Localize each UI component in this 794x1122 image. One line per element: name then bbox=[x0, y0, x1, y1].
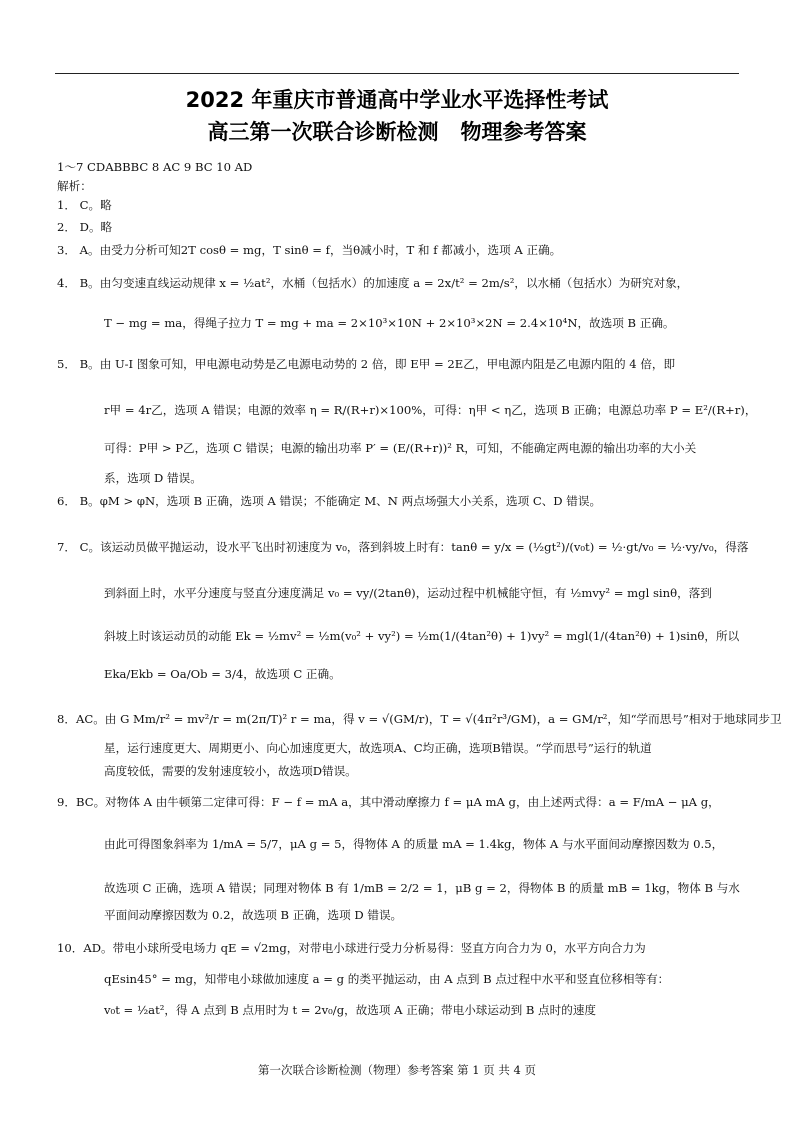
answer-line: 1． C。略 bbox=[57, 198, 112, 212]
subtitle-part-2: 物理参考答案 bbox=[460, 120, 587, 144]
answer-line: qEsin45° = mg，知带电小球做加速度 a = g 的类平抛运动，由 A 点到 B 点过程中水平和竖直位移相等有： bbox=[104, 972, 670, 986]
answer-line: 由此可得图象斜率为 1/mA = 5/7，μA g = 5，得物体 A 的质量 mA = 1.4kg，物体 A 与水平面间动摩擦因数为 0.5， bbox=[104, 837, 724, 851]
answer-line: r甲 = 4r乙，选项 A 错误；电源的效率 η = R/(R+r)×100%，可得：η甲 < η乙，选项 B 正确；电源总功率 P = E²/(R+r)， bbox=[104, 403, 757, 417]
subtitle-part-1: 高三第一次联合诊断检测 bbox=[207, 120, 439, 144]
answer-line: 6． B。φM > φN，选项 B 正确，选项 A 错误；不能确定 M、N 两点场强大小关系，选项 C、D 错误。 bbox=[57, 494, 602, 508]
top-rule bbox=[55, 73, 739, 74]
analysis-label: 解析： bbox=[57, 179, 92, 193]
answer-line: 10．AD。带电小球所受电场力 qE = √2mg，对带电小球进行受力分析易得：竖直方向合力为 0，水平方向合力为 bbox=[57, 941, 646, 955]
answer-line: 斜坡上时该运动员的动能 Ek = ½mv² = ½m(v₀² + vy²) = ½m(1/(4tan²θ) + 1)vy² = mgl(1/(4tan²θ) + 1)sinθ，所以 bbox=[104, 629, 740, 643]
answer-line: 4． B。由匀变速直线运动规律 x = ½at²，水桶（包括水）的加速度 a = 2x/t² = 2m/s²，以水桶（包括水）为研究对象， bbox=[57, 276, 689, 290]
answer-line: 平面间动摩擦因数为 0.2，故选项 B 正确，选项 D 错误。 bbox=[104, 908, 403, 922]
answer-line: 3． A。由受力分析可知2T cosθ = mg，T sinθ = f，当θ减小时，T 和 f 都减小，选项 A 正确。 bbox=[57, 243, 562, 257]
answer-line: 8．AC。由 G Mm/r² = mv²/r = m(2π/T)² r = ma，得 v = √(GM/r)，T = √(4π²r³/GM)，a = GM/r²，知“学而思号”相对于地球同步卫 bbox=[57, 712, 782, 726]
answer-line: 到斜面上时，水平分速度与竖直分速度满足 v₀ = vy/(2tanθ)，运动过程中机械能守恒，有 ½mvy² = mgl sinθ，落到 bbox=[104, 586, 712, 600]
document-title: 2022 年重庆市普通高中学业水平选择性考试 bbox=[185, 88, 609, 112]
answer-line: T − mg = ma，得绳子拉力 T = mg + ma = 2×10³×10N + 2×10³×2N = 2.4×10⁴N，故选项 B 正确。 bbox=[104, 316, 675, 330]
answer-line: Eka/Ekb = Oa/Ob = 3/4，故选项 C 正确。 bbox=[104, 667, 341, 681]
document-subtitle bbox=[0, 116, 794, 146]
answer-line: 7． C。该运动员做平抛运动，设水平飞出时初速度为 v₀，落到斜坡上时有：tanθ = y/x = (½gt²)/(v₀t) = ½·gt/v₀ = ½·vy/v₀，得落 bbox=[57, 540, 749, 554]
answer-summary: 1～7 CDABBBC 8 AC 9 BC 10 AD bbox=[57, 160, 253, 174]
answer-line: 系，选项 D 错误。 bbox=[104, 471, 202, 485]
answer-line: 5． B。由 U-I 图象可知，甲电源电动势是乙电源电动势的 2 倍，即 E甲 = 2E乙，甲电源内阻是乙电源内阻的 4 倍，即 bbox=[57, 357, 676, 371]
answer-line: 可得：P甲 > P乙，选项 C 错误；电源的输出功率 P′ = (E/(R+r))² R，可知，不能确定两电源的输出功率的大小关 bbox=[104, 441, 697, 455]
answer-line: 9．BC。对物体 A 由牛顿第二定律可得：F − f = mA a，其中滑动摩擦力 f = μA mA g，由上述两式得：a = F/mA − μA g， bbox=[57, 795, 720, 809]
answer-line: 2． D。略 bbox=[57, 220, 113, 234]
answer-line: 星，运行速度更大、周期更小、向心加速度更大，故选项A、C均正确，选项B错误。“学而思号”运行的轨道 bbox=[104, 741, 652, 755]
answer-line: v₀t = ½at²，得 A 点到 B 点用时为 t = 2v₀/g，故选项 A 正确；带电小球运动到 B 点时的速度 bbox=[104, 1003, 597, 1017]
answer-line: 故选项 C 正确，选项 A 错误；同理对物体 B 有 1/mB = 2/2 = 1，μB g = 2，得物体 B 的质量 mB = 1kg，物体 B 与水 bbox=[104, 881, 740, 895]
page-footer: 第一次联合诊断检测（物理）参考答案 第 1 页 共 4 页 bbox=[257, 1063, 537, 1077]
answer-line: 高度较低，需要的发射速度较小，故选项D错误。 bbox=[104, 764, 357, 778]
